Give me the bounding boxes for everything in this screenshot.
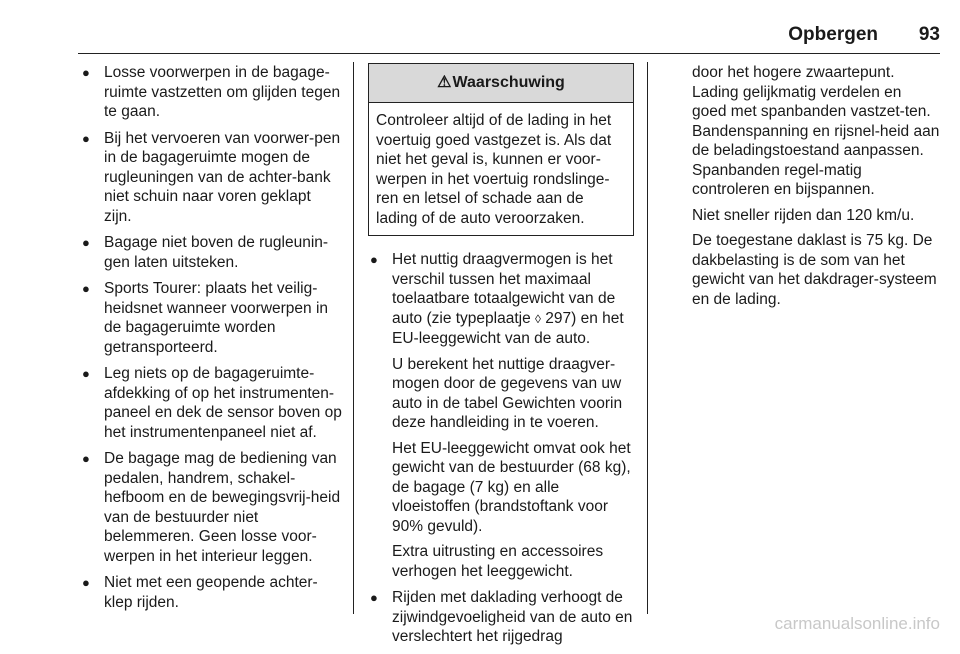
warning-triangle-icon: ⚠ [437, 74, 452, 92]
list-item: ● Leg niets op de bagageruimte-afdekking of op het instrumenten-paneel en dek de sensor boven op het instrumentenpaneel niet af. [80, 364, 342, 442]
list-item: ● Sports Tourer: plaats het veilig-heidsnet wanneer voorwerpen in de bagageruimte worden getransporteerd. [80, 279, 342, 357]
sub-paragraph: Extra uitrusting en accessoires verhogen het leeggewicht. [392, 543, 604, 580]
paragraph: door het hogere zwaartepunt. Lading gelijkmatig verdelen en goed met spanbanden vastzet-ten. Bandenspanning en rijsnel-heid aan de beladingstoestand aanpassen. Spanbanden regel-matig controleren en bijspannen. [692, 64, 940, 198]
bullet-list-2 [368, 250, 634, 647]
column-divider-1 [353, 62, 354, 614]
page-header [0, 24, 960, 52]
list-item [368, 250, 634, 581]
column-3 [692, 63, 940, 315]
warning-body: Controleer altijd of de lading in het voertuig goed vastgezet is. Als dat niet het geval is, kunnen er voor-werpen in het voertuig rondslinge-ren en letsel of schade aan de lading of de auto veroorzaken. [376, 112, 612, 227]
warning-header [369, 64, 633, 103]
list-item-text: Het nuttig draagvermogen is het verschil tussen het maximaal toelaatbare totaalgewicht van de auto (zie typeplaatje [392, 251, 616, 327]
paragraph: Niet sneller rijden dan 120 km/u. [692, 206, 915, 224]
sub-paragraph: Het EU-leeggewicht omvat ook het gewicht van de bestuurder (68 kg), de bagage (7 kg) en alle vloeistoffen (brandstoftank voor 90% gevuld). [392, 439, 631, 535]
warning-title: Waarschuwing [452, 74, 565, 92]
list-item-text: 297) en het EU-leeggewicht van de auto. [392, 309, 624, 347]
sub-paragraph: U berekent het nuttige draagver-mogen door de gegevens van uw auto in de tabel Gewichten voorin deze handleiding in te voeren. [392, 355, 623, 431]
page-reference-icon: ◊ [535, 311, 541, 326]
list-item: ● Bagage niet boven de rugleunin-gen laten uitsteken. [80, 233, 342, 272]
watermark: carmanualsonline.info [774, 614, 940, 633]
paragraph: De toegestane daklast is 75 kg. De dakbelasting is de som van het gewicht van het dakdrager-systeem en de lading. [692, 232, 937, 308]
bullet-list-1 [80, 63, 342, 612]
page-number: 93 [918, 24, 940, 45]
header-rule [78, 53, 940, 54]
list-item: ● Bij het vervoeren van voorwer-pen in de bagageruimte mogen de rugleuningen van de achter-bank niet schuin naar voren geklapt zijn. [80, 129, 342, 227]
warning-box [368, 63, 634, 236]
list-item: ● Niet met een geopende achter-klep rijden. [80, 573, 342, 612]
column-2 [368, 63, 634, 654]
page-title: Opbergen [788, 24, 878, 45]
list-item: ● Rijden met daklading verhoogt de zijwindgevoeligheid van de auto en verslechtert het rijgedrag [368, 588, 634, 647]
list-item: ● Losse voorwerpen in de bagage-ruimte vastzetten om glijden tegen te gaan. [80, 63, 342, 122]
list-item: ● De bagage mag de bediening van pedalen, handrem, schakel-hefboom en de bewegingsvrij-heid van de bestuurder niet belemmeren. Geen losse voor-werpen in het interieur leggen. [80, 449, 342, 566]
column-1 [80, 63, 342, 619]
column-divider-2 [647, 62, 648, 614]
